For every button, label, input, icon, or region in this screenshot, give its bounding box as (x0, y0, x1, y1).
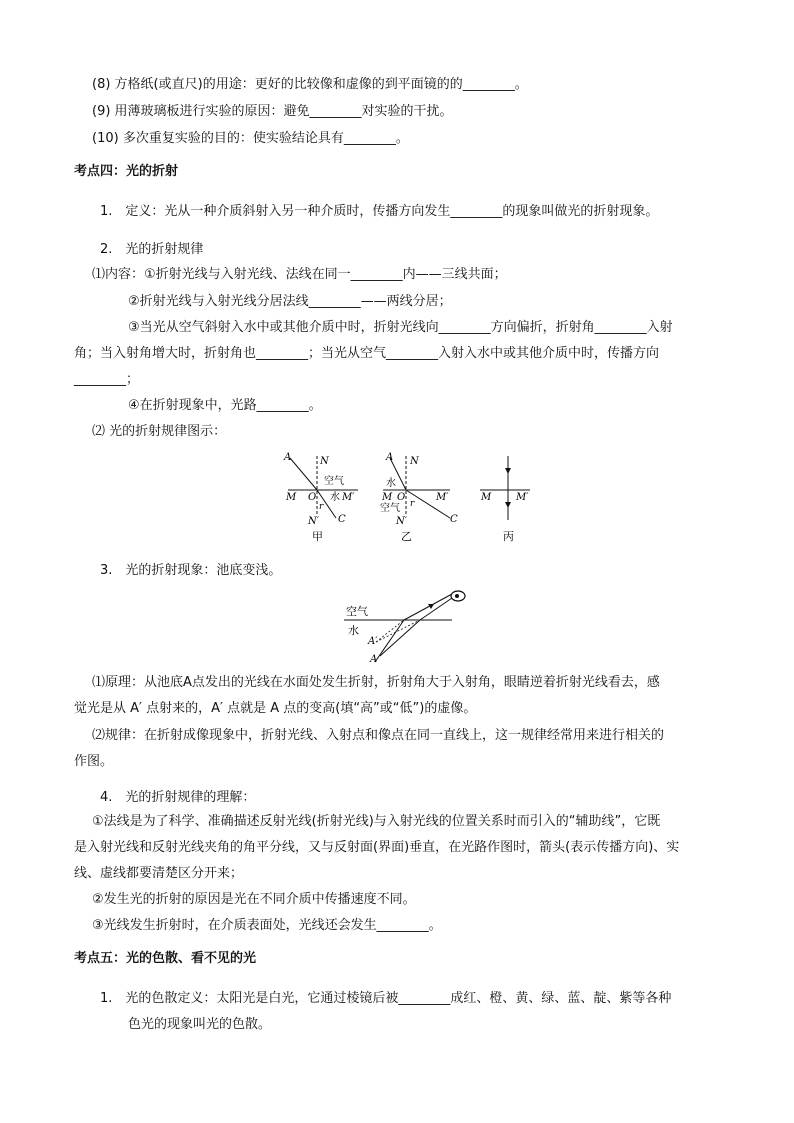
yi-label-M: M (382, 492, 393, 503)
section-5-heading: 考点五：光的色散、看不见的光 (74, 951, 257, 966)
yi-label-A: A (386, 452, 394, 463)
understanding-2: ②发生光的折射的原因是光在不同介质中传播速度不同。 (92, 892, 416, 907)
item-8-grid-paper: (8) 方格纸(或直尺)的用途：更好的比较像和虚像的到平面镜的的________。 (92, 77, 528, 92)
law-figure-title: ⑵ 光的折射规律图示： (92, 424, 227, 439)
bing-label-Mp: M′ (516, 492, 529, 503)
yi-label-r: r (410, 499, 415, 509)
section-4-heading: 考点四：光的折射 (74, 164, 179, 179)
item-9-thin-glass: (9) 用薄玻璃板进行实验的原因：避免________对实验的干扰。 (92, 104, 453, 119)
yi-label-air: 空气 (380, 503, 400, 514)
law-content-3b: 角；当入射角增大时，折射角也________；当光从空气________入射入水中或其他介质中时，传播方向 (74, 346, 660, 361)
law-content-3c: ________； (74, 372, 140, 387)
rule-line-1: ⑵规律：在折射成像现象中，折射光线、入射点和像点在同一直线上，这一规律经常用来进行相关的 (92, 728, 665, 743)
pool-label-A: A (370, 654, 378, 665)
law-content-2: ②折射光线与入射光线分居法线________——两线分居； (128, 294, 452, 309)
understanding-3: ③光线发生折射时，在介质表面处，光线还会发生________。 (92, 918, 442, 933)
yi-caption: 乙 (401, 530, 412, 543)
understanding-1c: 线、虚线都要清楚区分开来； (74, 866, 244, 881)
diagram-jia (283, 452, 358, 543)
jia-label-r: r (319, 502, 324, 512)
law-content-3a: ③当光从空气斜射入水中或其他介质中时，折射光线向________方向偏折，折射角________入射 (128, 320, 673, 335)
bing-label-M: M (481, 492, 492, 503)
jia-label-A: A (284, 452, 292, 463)
item-10-repeat: (10) 多次重复实验的目的：使实验结论具有________。 (92, 131, 409, 146)
jia-label-water: 水 (330, 492, 340, 503)
diagram-bing (480, 456, 530, 543)
refraction-law-title: 2. 光的折射规律 (100, 242, 204, 257)
yi-label-Mp: M′ (436, 492, 449, 503)
dispersion-definition-1: 1. 光的色散定义：太阳光是白光，它通过棱镜后被________成红、橙、黄、绿、蓝、靛、紫等各种 (100, 991, 672, 1006)
refraction-definition: 1. 定义：光从一种介质斜射入另一种介质时，传播方向发生________的现象叫做光的折射现象。 (100, 204, 659, 219)
jia-label-M: M (286, 492, 297, 503)
law-content-4: ④在折射现象中，光路________。 (128, 398, 322, 413)
rule-line-2: 作图。 (74, 754, 114, 769)
refraction-law-diagrams (278, 448, 538, 548)
pool-label-air: 空气 (346, 605, 368, 618)
principle-line-2: 觉光是从 A′ 点射来的，A′ 点就是 A 点的变高(填“高”或“低”)的虚像。 (74, 701, 477, 716)
jia-label-N: N (320, 456, 329, 467)
bing-caption: 丙 (503, 530, 514, 543)
yi-label-Np: N′ (396, 516, 408, 527)
law-content-1: ⑴内容：①折射光线与入射光线、法线在同一________内——三线共面； (92, 267, 507, 282)
jia-label-Mp: M′ (342, 492, 355, 503)
jia-caption: 甲 (312, 530, 323, 543)
yi-label-N: N (410, 456, 419, 467)
pool-label-Ap: A′ (368, 636, 378, 647)
understanding-1b: 是入射光线和反射光线夹角的角平分线，又与反射面(界面)垂直，在光路作图时，箭头(表示传播方向)、实 (74, 840, 680, 855)
pool-depth-diagram (340, 586, 480, 666)
dispersion-definition-2: 色光的现象叫光的色散。 (128, 1017, 272, 1032)
jia-label-O: O (308, 492, 317, 503)
refraction-phenomenon-title: 3. 光的折射现象：池底变浅。 (100, 563, 282, 578)
yi-label-water: 水 (386, 478, 396, 489)
principle-line-1: ⑴原理：从池底A点发出的光线在水面处发生折射，折射角大于入射角，眼睛逆着折射光线看去，感 (92, 675, 660, 690)
understanding-title: 4. 光的折射规律的理解： (100, 790, 256, 805)
jia-label-C: C (338, 514, 346, 525)
jia-label-Np: N′ (308, 516, 320, 527)
yi-label-C: C (450, 514, 458, 525)
understanding-1a: ①法线是为了科学、准确描述反射光线(折射光线)与入射光线的位置关系时而引入的“辅助线”，它既 (92, 814, 661, 829)
diagram-yi (380, 452, 458, 543)
yi-label-O: O (397, 492, 406, 503)
jia-label-air: 空气 (324, 476, 344, 487)
pool-label-water: 水 (348, 624, 359, 637)
